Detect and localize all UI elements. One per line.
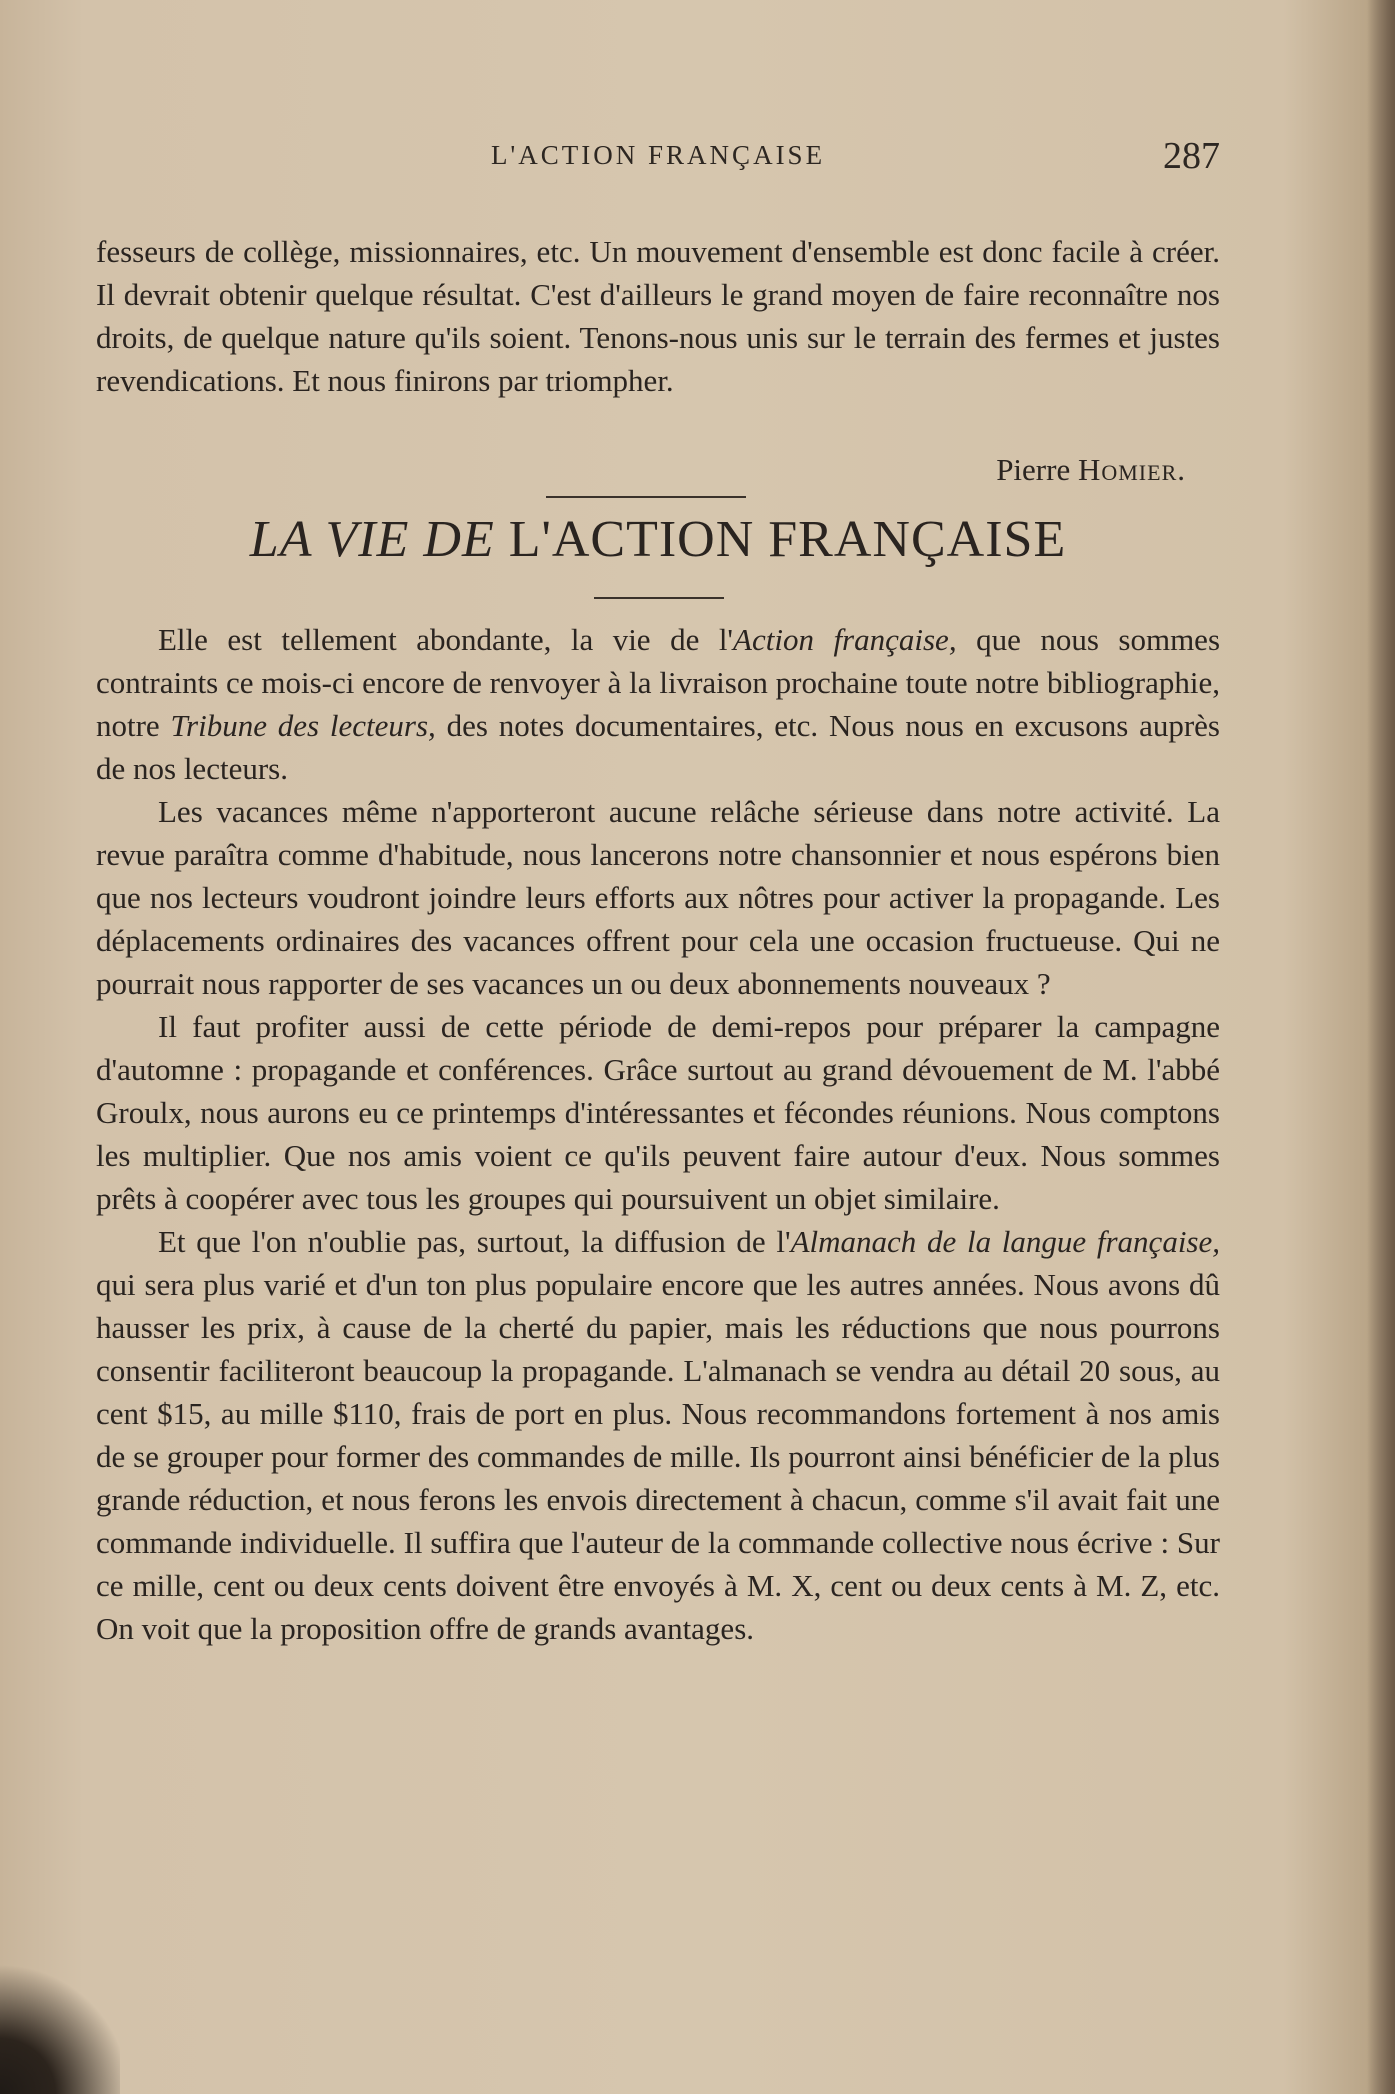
paragraph-2: Les vacances même n'apporteront aucune relâche sérieuse dans notre activité. La revue paraîtra comme d'habitude, nous lancerons notre chansonnier et nous espérons bien que nos lecteurs voudront joindre leurs efforts aux nôtres pour activer la propagande. Les déplacements ordinaires des vacances offrent pour cela une occasion fructueuse. Qui ne pourrait nous rapporter de ses vacances un ou deux abonnements nouveaux ? (96, 794, 1220, 1001)
separator-rule (546, 496, 746, 498)
journal-title: Action française, (733, 622, 957, 657)
article-body (96, 618, 1220, 1650)
paragraph-3: Il faut profiter aussi de cette période de demi-repos pour préparer la campagne d'automne : propagande et conférences. Grâce surtout au grand dévouement de M. l'abbé Groulx, nous aurons eu ce printemps d'intéressantes et fécondes réunions. Nous comptons les multiplier. Que nos amis voient ce qu'ils peuvent faire autour d'eux. Nous sommes prêts à coopérer avec tous les groupes qui poursuivent un objet similaire. (96, 1009, 1220, 1216)
page-number: 287 (1163, 135, 1220, 177)
author-signature (96, 448, 1186, 491)
page-edge-shadow (1367, 0, 1395, 2094)
article-title-rest: L'ACTION FRANÇAISE (508, 511, 1067, 568)
corner-shadow (0, 1954, 120, 2094)
paragraph-1 (96, 618, 1220, 790)
article-title-italic: LA VIE DE (249, 511, 495, 568)
almanac-title: Almanach de la langue française, (790, 1224, 1221, 1259)
paragraph-4 (96, 1220, 1220, 1650)
running-title: L'ACTION FRANÇAISE (490, 140, 826, 170)
paragraph-1-text-e: des notes documentaires, etc. Nous nous en excusons auprès de nos lecteurs. (96, 708, 1220, 786)
author-first-name: Pierre (996, 452, 1071, 487)
paragraph-1-text-c: que nous sommes contraints ce mois-ci encore de renvoyer à la livraison prochaine toute notre bibliographie, notre (96, 622, 1221, 743)
paragraph-4-text-c: qui sera plus varié et d'un ton plus populaire encore que les autres années. Nous avons dû hausser les prix, à cause de la cherté du papier, mais les réductions que nous pourrons consentir faciliteront beaucoup la propagande. L'almanach se vendra au détail 20 sous, au cent $15, au mille $110, frais de port en plus. Nous recommandons fortement à nos amis de se grouper pour former des commandes de mille. Ils pourront ainsi bénéficier de la plus grande réduction, et nous ferons les envois directement à chacun, comme s'il avait fait une commande individuelle. Il suffira que l'auteur de la commande collective nous écrive : Sur ce mille, cent ou deux cents doivent être envoyés à M. X, cent ou deux cents à M. Z, etc. On voit que la proposition offre de grands avantages. (96, 1267, 1220, 1646)
article-title (96, 510, 1220, 569)
continued-paragraph (96, 230, 1220, 402)
paragraph-1-text-a: Elle est tellement abondante, la vie de l' (158, 622, 734, 657)
page-header (96, 136, 1220, 180)
continued-paragraph-text: fesseurs de collège, missionnaires, etc. Un mouvement d'ensemble est donc facile à créer. Il devrait obtenir quelque résultat. C'est d'ailleurs le grand moyen de faire reconnaître nos droits, de quelque nature qu'ils soient. Tenons-nous unis sur le terrain des fermes et justes revendications. Et nous finirons par triompher. (96, 234, 1220, 398)
paragraph-4-text-a: Et que l'on n'oublie pas, surtout, la diffusion de l' (158, 1224, 791, 1259)
section-title: Tribune des lecteurs, (170, 708, 436, 743)
title-underline-rule (594, 597, 724, 599)
author-last-name: Homier. (1077, 452, 1186, 487)
